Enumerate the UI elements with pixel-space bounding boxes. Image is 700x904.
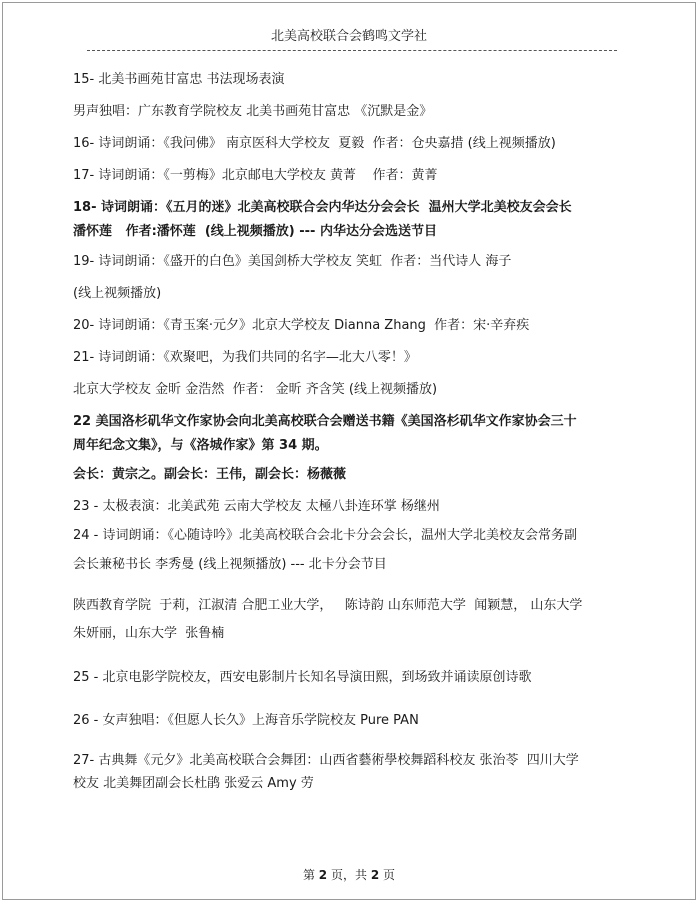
program-line: 校友 北美舞团副会长杜鹃 张爱云 Amy 劳 (73, 776, 314, 791)
footer-mid: 页，共 (330, 868, 367, 882)
program-line: 23 - 太极表演：北美武苑 云南大学校友 太極八卦连环掌 杨继州 (73, 499, 440, 514)
program-line: 朱妍丽，山东大学 张鲁楠 (73, 626, 225, 641)
program-line: 男声独唱：广东教育学院校友 北美书画苑甘富忠 《沉默是金》 (73, 104, 433, 119)
footer-total-pages: 2 (370, 868, 380, 882)
program-line: 陕西教育学院 于莉，江淑清 合肥工业大学， 陈诗韵 山东师范大学 闻颖慧， 山东大学 (73, 598, 583, 613)
footer-suffix: 页 (383, 868, 396, 882)
page-header: 北美高校联合会鹤鸣文学社 (270, 29, 427, 44)
program-line: 21- 诗词朗诵：《欢聚吧，为我们共同的名字—北大八零！》 (73, 350, 417, 365)
program-line: 18- 诗词朗诵：《五月的迷》北美高校联合会内华达分会会长 温州大学北美校友会会长 (73, 200, 572, 215)
program-line: 19- 诗词朗诵：《盛开的白色》美国剑桥大学校友 笑虹 作者：当代诗人 海子 (73, 254, 512, 269)
program-line: 17- 诗词朗诵：《一剪梅》北京邮电大学校友 黄菁 作者：黄菁 (73, 168, 438, 183)
program-line: 北京大学校友 金昕 金浩然 作者： 金昕 齐含笑 (线上视频播放) (73, 382, 438, 397)
footer-page-number: 2 (318, 868, 328, 882)
document-page (2, 2, 696, 900)
page-footer (3, 866, 695, 883)
program-line: 26 - 女声独唱：《但愿人长久》上海音乐学院校友 Pure PAN (73, 713, 419, 728)
program-line: (线上视频播放) (73, 286, 162, 301)
header-divider (87, 50, 617, 51)
program-line: 24 - 诗词朗诵：《心随诗吟》北美高校联合会北卡分会会长，温州大学北美校友会常务副 (73, 528, 577, 543)
program-line: 20- 诗词朗诵：《青玉案·元夕》北京大学校友 Dianna Zhang 作者：宋·辛弃疾 (73, 318, 530, 333)
program-line: 25 - 北京电影学院校友，西安电影制片长知名导演田熙，到场致并诵读原创诗歌 (73, 670, 532, 685)
program-line: 会长兼秘书长 李秀曼 (线上视频播放) --- 北卡分会节目 (73, 557, 387, 572)
footer-prefix: 第 (302, 868, 315, 882)
program-line: 16- 诗词朗诵：《我问佛》 南京医科大学校友 夏毅 作者：仓央嘉措 (线上视频播放) (73, 136, 556, 151)
program-line: 22 美国洛杉矶华文作家协会向北美高校联合会赠送书籍《美国洛杉矶华文作家协会三十 (73, 414, 577, 429)
program-line: 会长：黄宗之。副会长：王伟，副会长：杨薇薇 (73, 467, 347, 482)
program-line: 27- 古典舞《元夕》北美高校联合会舞团：山西省藝術學校舞蹈科校友 张治苓 四川大学 (73, 753, 579, 768)
program-line: 周年纪念文集》，与《洛城作家》第 34 期。 (73, 438, 328, 453)
program-line: 15- 北美书画苑甘富忠 书法现场表演 (73, 72, 285, 87)
program-line: 潘怀莲 作者:潘怀莲 (线上视频播放) --- 内华达分会选送节目 (73, 224, 437, 239)
